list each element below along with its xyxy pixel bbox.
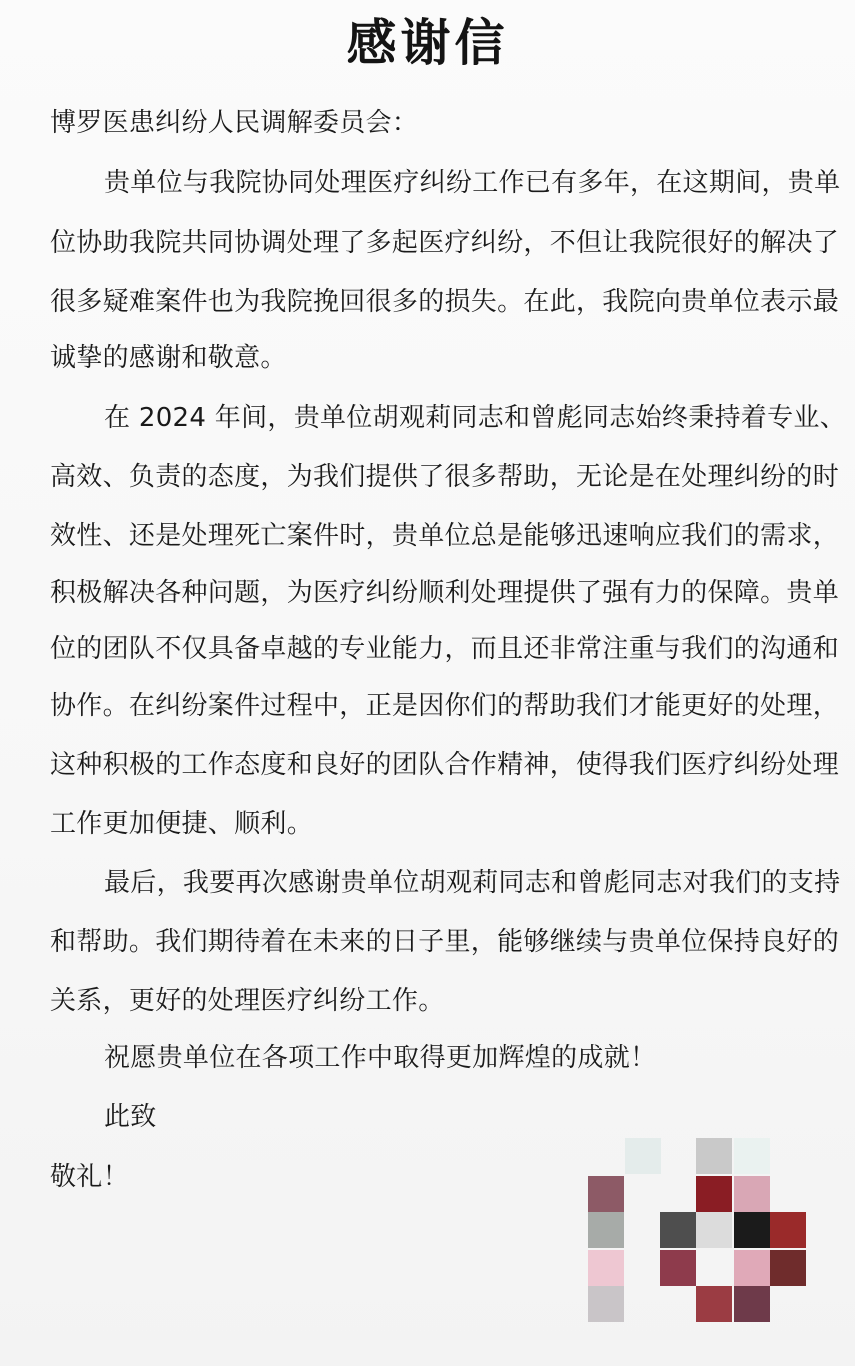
letter-title: 感谢信 — [346, 13, 509, 72]
body-line: 协作。在纠纷案件过程中，正是因你们的帮助我们才能更好的处理， — [50, 691, 840, 721]
mosaic-pixel — [660, 1212, 696, 1248]
body-line: 关系，更好的处理医疗纠纷工作。 — [50, 986, 445, 1016]
body-line: 最后，我要再次感谢贵单位胡观莉同志和曾彪同志对我们的支持 — [104, 868, 841, 898]
mosaic-pixel — [734, 1138, 770, 1174]
mosaic-pixel — [588, 1286, 624, 1322]
pixelated-signature-stamp — [552, 1138, 806, 1340]
mosaic-pixel — [696, 1138, 732, 1174]
body-line: 高效、负责的态度，为我们提供了很多帮助，无论是在处理纠纷的时 — [50, 462, 840, 492]
mosaic-pixel — [588, 1176, 624, 1212]
body-line: 位协助我院共同协调处理了多起医疗纠纷，不但让我院很好的解决了 — [50, 228, 840, 258]
mosaic-pixel — [770, 1250, 806, 1286]
mosaic-pixel — [588, 1250, 624, 1286]
mosaic-pixel — [734, 1286, 770, 1322]
mosaic-pixel — [734, 1250, 770, 1286]
closing-ci-zhi: 此致 — [104, 1102, 157, 1132]
mosaic-pixel — [734, 1212, 770, 1248]
body-line: 诚挚的感谢和敬意。 — [50, 343, 287, 373]
closing-jing-li: 敬礼！ — [50, 1162, 129, 1192]
mosaic-pixel — [696, 1286, 732, 1322]
closing-wish: 祝愿贵单位在各项工作中取得更加辉煌的成就！ — [104, 1043, 657, 1073]
body-line: 效性、还是处理死亡案件时，贵单位总是能够迅速响应我们的需求， — [50, 521, 840, 551]
body-line: 和帮助。我们期待着在未来的日子里，能够继续与贵单位保持良好的 — [50, 927, 840, 957]
body-line: 很多疑难案件也为我院挽回很多的损失。在此，我院向贵单位表示最 — [50, 287, 840, 317]
body-line: 位的团队不仅具备卓越的专业能力，而且还非常注重与我们的沟通和 — [50, 634, 840, 664]
body-line: 积极解决各种问题，为医疗纠纷顺利处理提供了强有力的保障。贵单 — [50, 578, 840, 608]
body-line: 在 2024 年间，贵单位胡观莉同志和曾彪同志始终秉持着专业、 — [104, 403, 846, 433]
mosaic-pixel — [734, 1176, 770, 1212]
body-line: 贵单位与我院协同处理医疗纠纷工作已有多年，在这期间，贵单 — [104, 168, 841, 198]
mosaic-pixel — [770, 1212, 806, 1248]
mosaic-pixel — [660, 1250, 696, 1286]
mosaic-pixel — [696, 1176, 732, 1212]
mosaic-pixel — [625, 1138, 661, 1174]
mosaic-pixel — [588, 1212, 624, 1248]
salutation: 博罗医患纠纷人民调解委员会： — [50, 108, 419, 138]
mosaic-pixel — [696, 1212, 732, 1248]
body-line: 这种积极的工作态度和良好的团队合作精神，使得我们医疗纠纷处理 — [50, 750, 840, 780]
body-line: 工作更加便捷、顺利。 — [50, 809, 314, 839]
